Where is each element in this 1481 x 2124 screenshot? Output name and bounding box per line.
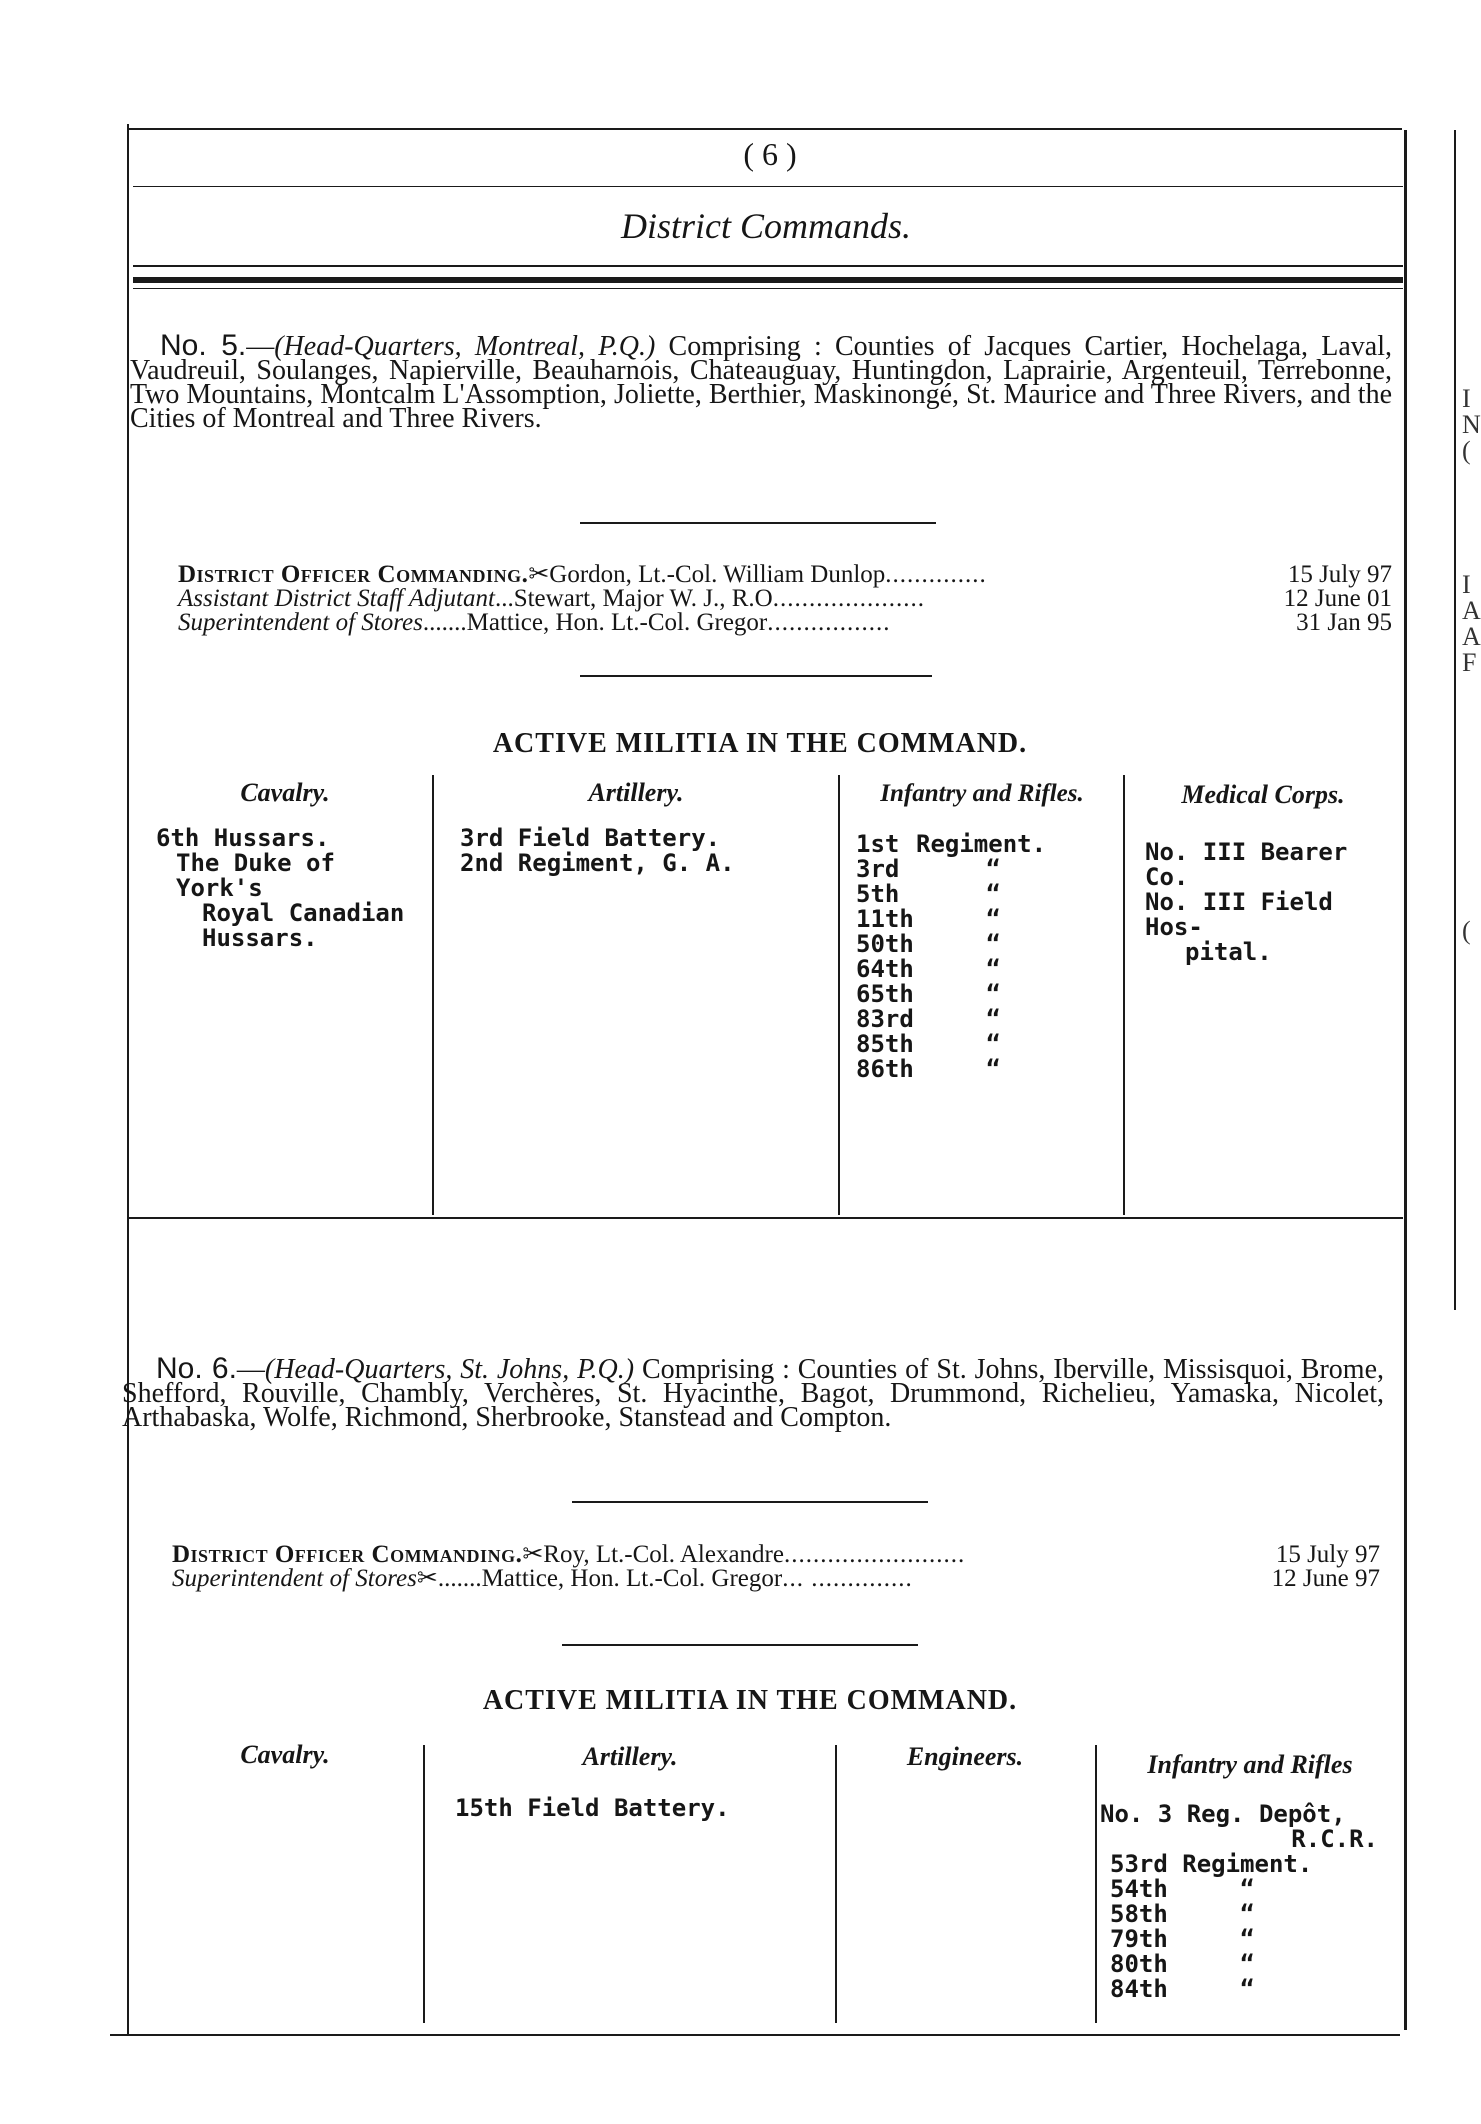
leader-dots: ..................... (772, 585, 925, 612)
district5-hq: (Head-Quarters, Montreal, P.Q.) (274, 331, 656, 362)
district6-paragraph: No. 6.—(Head-Quarters, St. Johns, P.Q.) Comprising : Counties of St. Johns, Iberville, Missisquoi, Brome, Shefford, Rouville, Chambly, Verchères, St. Hyacinthe, Bagot, Drummond, Richelieu, Yamaska, Nicolet, Arthabaska, Wolfe, Richmond, Sherbrooke, Stanstead and Compton. (122, 1352, 1384, 1433)
district6-hq: (Head-Quarters, St. Johns, P.Q.) (264, 1354, 635, 1385)
district5-separator-1 (580, 522, 936, 524)
margin-letter: ( (1462, 436, 1471, 465)
district6-description: Comprising : Counties of St. Johns, Iberville, Missisquoi, Brome, Shefford, Rouville, Chambly, Verchères, St. Hyacinthe, Bagot, Drummond, Richelieu, Yamaska, Nicolet, Arthabaska, Wolfe, Richmond, Sherbrooke, Stanstead and Compton. (122, 1354, 1384, 1433)
ditto-mark: “ (986, 930, 1001, 958)
regiment-number: 83rd (856, 1005, 914, 1033)
list-item: No. III Bearer Co. (1145, 838, 1348, 891)
appointment-date: 12 June 01 (1283, 585, 1392, 612)
officer-name: .......Mattice, Hon. Lt.-Col. Gregor (422, 609, 768, 636)
list-item: pital. (1185, 938, 1272, 966)
district6-number: No. 6. (156, 1352, 237, 1385)
officer-row (172, 1566, 1380, 1590)
list-item: 3rd Field Battery. (460, 824, 721, 852)
list-item (1100, 1877, 1400, 1902)
district5-bottom-rule (128, 1217, 1403, 1219)
district6-militia-heading: ACTIVE MILITIA IN THE COMMAND. (482, 1685, 1018, 1716)
list-item: Royal Canadian (202, 899, 405, 927)
district5-militia-heading: ACTIVE MILITIA IN THE COMMAND. (492, 728, 1028, 759)
list-item (1100, 1902, 1400, 1927)
district5-medical-list (1145, 840, 1400, 965)
officer-role: District Officer Commanding. (172, 1541, 523, 1568)
list-item (1100, 1952, 1400, 1977)
margin-letter: N (1462, 410, 1481, 439)
regiment-number: 79th (1110, 1925, 1168, 1953)
district5-cavalry-header: Cavalry. (240, 778, 330, 807)
district5-artillery-header: Artillery. (588, 778, 684, 807)
list-item: Hussars. (202, 924, 318, 952)
ditto-mark: “ (986, 880, 1001, 908)
list-item (1100, 1927, 1400, 1952)
appointment-date: 12 June 97 (1271, 1565, 1380, 1592)
regiment-number: 50th (856, 930, 914, 958)
regiment-number: 80th (1110, 1950, 1168, 1978)
officer-role: Superintendent of Stores (178, 609, 423, 636)
ditto-mark: “ (986, 1005, 1001, 1033)
list-item: 2nd Regiment, G. A. (460, 849, 735, 877)
scissors-icon: ✂ (522, 1541, 544, 1568)
regiment-number: 65th (856, 980, 914, 1008)
list-item (856, 1057, 1116, 1082)
top-rule-2 (133, 186, 1403, 187)
ditto-mark: “ (986, 1030, 1001, 1058)
district6-col-divider-1 (423, 1745, 425, 2023)
officer-row (178, 586, 1392, 610)
ditto-mark: “ (1240, 1975, 1255, 2003)
district5-description: Comprising : Counties of Jacques Cartier, Hochelaga, Laval, Vaudreuil, Soulanges, Napierville, Beauharnois, Chateauguay, Huntingdon, Laprairie, Argenteuil, Terrebonne, Two Mountains, Montcalm L'Assomption, Joliette, Berthier, Maskinongé, St. Maurice and Three Rivers, and the Cities of Montreal and Three Rivers. (130, 331, 1393, 434)
ditto-mark: “ (1240, 1875, 1255, 1903)
officer-row (172, 1542, 1380, 1566)
district6-artillery-list (455, 1796, 825, 1821)
page-bottom-rule (110, 2034, 1400, 2036)
appointment-date: 31 Jan 95 (1296, 609, 1392, 636)
list-item (856, 882, 1116, 907)
district5-officers (178, 562, 1392, 634)
district6-engineers-header: Engineers. (906, 1742, 1024, 1771)
officer-role: Superintendent of Stores (172, 1565, 417, 1592)
leader-dots: ... .............. (782, 1565, 913, 1592)
district5-col-divider-3 (1123, 775, 1125, 1215)
officer-role: Assistant District Staff Adjutant (178, 585, 495, 612)
ditto-mark: “ (986, 855, 1001, 883)
title-rule-thin (133, 265, 1403, 267)
margin-letter: A (1462, 622, 1481, 651)
list-item (856, 932, 1116, 957)
margin-letter: I (1462, 570, 1471, 599)
leader-dots: ................. (767, 609, 891, 636)
list-item: 6th Hussars. (156, 824, 330, 852)
district6-infantry-header: Infantry and Rifles (1147, 1750, 1353, 1779)
ditto-mark: “ (986, 955, 1001, 983)
regiment-number: 86th (856, 1055, 914, 1083)
regiment-number: 58th (1110, 1900, 1168, 1928)
page-number: ( 6 ) (743, 136, 797, 172)
officer-name: Gordon, Lt.-Col. William Dunlop (549, 561, 886, 588)
district6-separator-2 (562, 1644, 918, 1646)
margin-letter: ( (1462, 916, 1471, 945)
ditto-mark: “ (1240, 1900, 1255, 1928)
officer-role: District Officer Commanding. (178, 561, 529, 588)
officer-row (178, 610, 1392, 634)
district6-artillery-header: Artillery. (582, 1742, 678, 1771)
frame-right-border (1404, 130, 1407, 2030)
district5-medical-header: Medical Corps. (1181, 780, 1345, 809)
leader-dots: .............. (885, 561, 987, 588)
district6-infantry-list (1100, 1802, 1400, 2002)
regiment-number: 85th (856, 1030, 914, 1058)
list-item (1100, 1852, 1400, 1877)
officer-name: ...Stewart, Major W. J., R.O (494, 585, 773, 612)
regiment-number: 1st (856, 830, 900, 858)
appointment-date: 15 July 97 (1275, 1541, 1380, 1568)
regiment-number: 53rd (1110, 1850, 1168, 1878)
list-item: No. 3 Reg. Depôt, (1100, 1800, 1346, 1828)
district6-separator-1 (572, 1501, 928, 1503)
list-item (1100, 1977, 1400, 2002)
list-item (856, 1032, 1116, 1057)
district5-cavalry-list (156, 826, 436, 951)
margin-letter: F (1462, 648, 1477, 677)
district6-col-divider-3 (1095, 1745, 1097, 2023)
list-item: R.C.R. (1291, 1825, 1378, 1853)
top-rule (128, 128, 1402, 130)
ditto-mark: “ (1240, 1950, 1255, 1978)
list-item: The Duke of York's (176, 849, 335, 902)
page-title: District Commands. (620, 206, 912, 246)
frame-left-border (127, 124, 129, 2036)
district5-infantry-header: Infantry and Rifles. (880, 780, 1084, 807)
district6-col-divider-2 (835, 1745, 837, 2023)
district5-artillery-list (460, 826, 830, 876)
regiment-number: 54th (1110, 1875, 1168, 1903)
leader-dots: ......................... (783, 1541, 966, 1568)
regiment-number: 84th (1110, 1975, 1168, 2003)
appointment-date: 15 July 97 (1287, 561, 1392, 588)
district5-col-divider-2 (838, 775, 840, 1215)
regiment-label: Regiment. (916, 830, 1047, 858)
title-rule-under (133, 288, 1403, 289)
district6-officers (172, 1542, 1380, 1590)
district5-number: No. 5. (160, 329, 247, 362)
scissors-icon: ✂ (528, 561, 550, 588)
regiment-number: 3rd (856, 855, 900, 883)
regiment-number: 64th (856, 955, 914, 983)
regiment-number: 11th (856, 905, 914, 933)
district5-separator-2 (580, 675, 932, 677)
ditto-mark: “ (986, 1055, 1001, 1083)
ditto-mark: “ (1240, 1925, 1255, 1953)
officer-name: Roy, Lt.-Col. Alexandre (543, 1541, 784, 1568)
list-item (856, 1007, 1116, 1032)
margin-letter: A (1462, 596, 1481, 625)
regiment-label: Regiment. (1182, 1850, 1313, 1878)
list-item: 15th Field Battery. (455, 1794, 730, 1822)
list-item (856, 982, 1116, 1007)
officer-name: .......Mattice, Hon. Lt.-Col. Gregor (437, 1565, 783, 1592)
title-rule-thick (133, 277, 1403, 283)
list-item: No. III Field Hos- (1145, 888, 1333, 941)
margin-letter: I (1462, 384, 1471, 413)
ditto-mark: “ (986, 980, 1001, 1008)
adjacent-page-edge (1454, 130, 1456, 1310)
district5-infantry-list (856, 832, 1116, 1082)
list-item (856, 957, 1116, 982)
regiment-number: 5th (856, 880, 900, 908)
list-item (856, 857, 1116, 882)
district6-cavalry-header: Cavalry. (240, 1740, 330, 1769)
list-item (856, 832, 1116, 857)
list-item (856, 907, 1116, 932)
officer-row (178, 562, 1392, 586)
district5-paragraph: No. 5.—(Head-Quarters, Montreal, P.Q.) Comprising : Counties of Jacques Cartier, Hochelaga, Laval, Vaudreuil, Soulanges, Napierville, Beauharnois, Chateauguay, Huntingdon, Laprairie, Argenteuil, Terrebonne, Two Mountains, Montcalm L'Assomption, Joliette, Berthier, Maskinongé, St. Maurice and Three Rivers, and the Cities of Montreal and Three Rivers. (130, 329, 1393, 434)
scissors-icon: ✂ (416, 1565, 438, 1592)
ditto-mark: “ (986, 905, 1001, 933)
